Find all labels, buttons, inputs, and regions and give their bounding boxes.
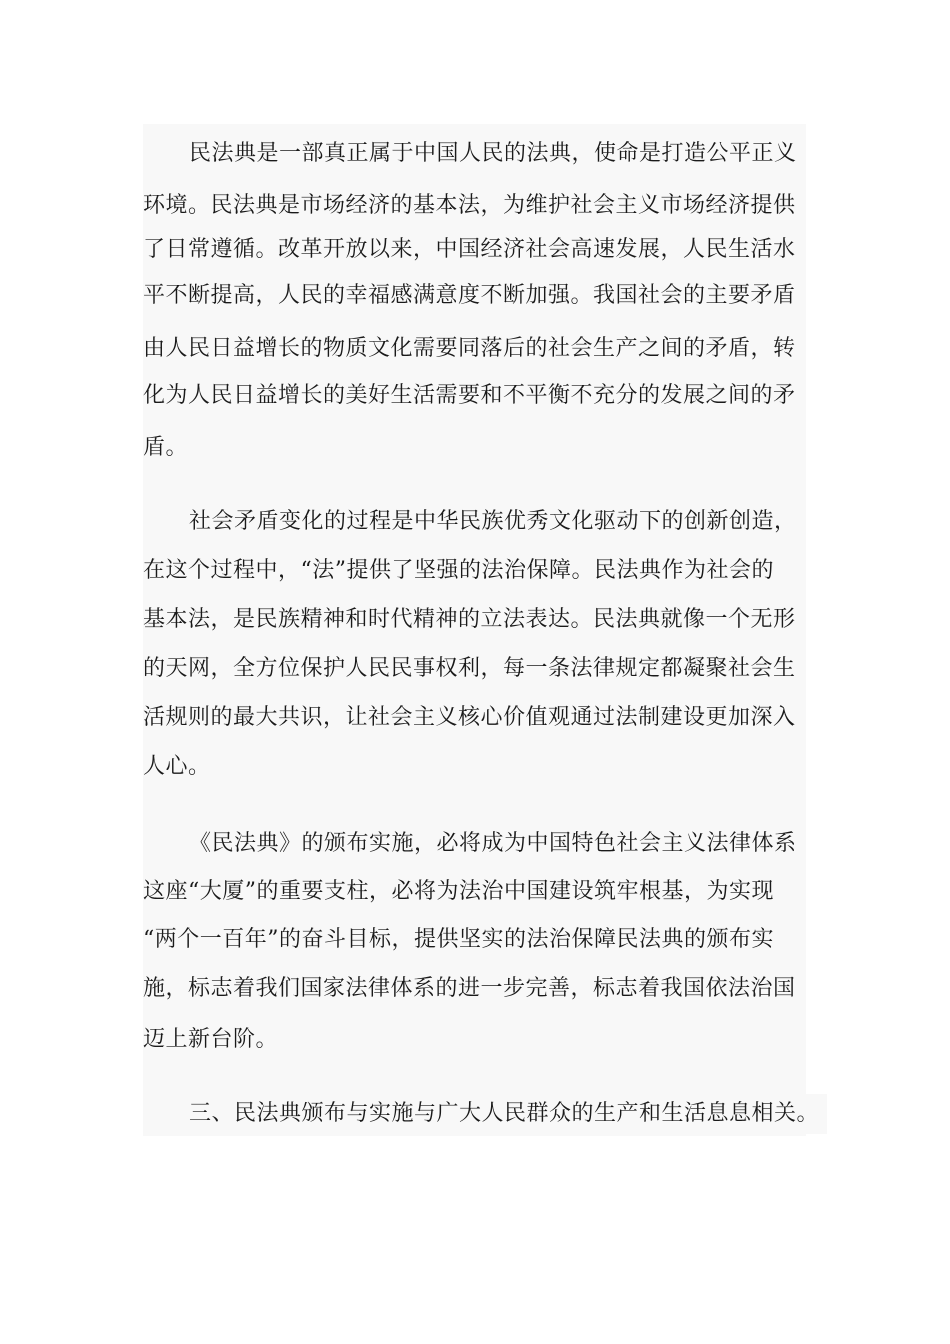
paragraph-line: 盾。 — [143, 435, 189, 460]
paragraph-line: 在这个过程中，“法”提供了坚强的法治保障。民法典作为社会的 — [143, 558, 774, 583]
paragraph-line: 这座“大厦”的重要支柱，必将为法治中国建设筑牢根基，为实现 — [143, 879, 774, 904]
document-body — [143, 124, 820, 1136]
paragraph-line: 了日常遵循。改革开放以来，中国经济社会高速发展，人民生活水 — [143, 237, 796, 262]
paragraph-line: 环境。民法典是市场经济的基本法，为维护社会主义市场经济提供 — [143, 193, 796, 218]
paragraph-line: 的天网，全方位保护人民民事权利，每一条法律规定都凝聚社会生 — [143, 656, 796, 681]
paragraph-line: 施，标志着我们国家法律体系的进一步完善，标志着我国依法治国 — [143, 976, 796, 1001]
paragraph-line: 人心。 — [143, 754, 211, 779]
paragraph-line: 民法典是一部真正属于中国人民的法典，使命是打造公平正义 — [189, 141, 797, 166]
paragraph-line: 《民法典》的颁布实施，必将成为中国特色社会主义法律体系 — [189, 831, 797, 856]
paragraph-line: 活规则的最大共识，让社会主义核心价值观通过法制建设更加深入 — [143, 705, 796, 730]
paragraph-line: 由人民日益增长的物质文化需要同落后的社会生产之间的矛盾，转 — [143, 336, 796, 361]
paragraph-line: 迈上新台阶。 — [143, 1027, 279, 1052]
paragraph-line: 平不断提高，人民的幸福感满意度不断加强。我国社会的主要矛盾 — [143, 283, 796, 308]
paragraph-line: 三、民法典颁布与实施与广大人民群众的生产和生活息息相关。 — [189, 1094, 827, 1134]
paragraph-line: 社会矛盾变化的过程是中华民族优秀文化驱动下的创新创造， — [189, 509, 797, 534]
paragraph-line: 化为人民日益增长的美好生活需要和不平衡不充分的发展之间的矛 — [143, 383, 796, 408]
paragraph-line: “两个一百年”的奋斗目标，提供坚实的法治保障民法典的颁布实 — [143, 927, 774, 952]
paragraph-line: 基本法，是民族精神和时代精神的立法表达。民法典就像一个无形 — [143, 607, 796, 632]
